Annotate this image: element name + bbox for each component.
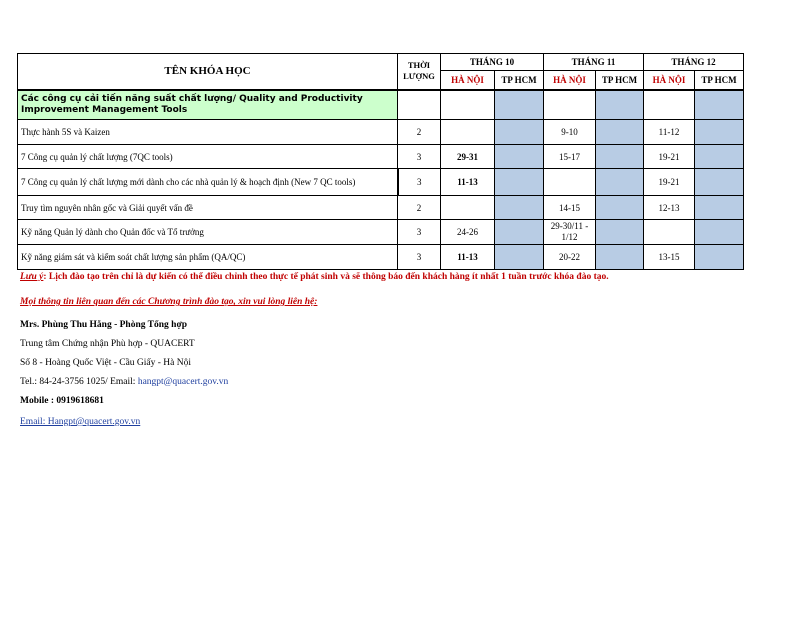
tel-email-link[interactable]: hangpt@quacert.gov.vn bbox=[137, 377, 229, 387]
hcm-cell bbox=[495, 245, 544, 270]
group-title: Các công cụ cải tiến năng suất chất lượng/ Quality and Productivity Improvement Management Tools bbox=[18, 90, 398, 120]
city-hcm-header: TP HCM bbox=[596, 71, 644, 90]
hcm-cell bbox=[596, 120, 644, 145]
hcm-cell bbox=[695, 169, 744, 196]
m10-hn-cell: 11-13 bbox=[441, 245, 495, 270]
m11-hn-cell: 20-22 bbox=[544, 245, 596, 270]
city-hn-header: HÀ NỘI bbox=[644, 71, 695, 90]
hcm-cell bbox=[695, 220, 744, 245]
month-header-12: THÁNG 12 bbox=[644, 54, 744, 71]
course-name-header: TÊN KHÓA HỌC bbox=[18, 54, 398, 90]
empty-cell bbox=[544, 90, 596, 120]
duration-header-line2: LƯỢNG bbox=[403, 71, 435, 82]
duration-cell: 2 bbox=[398, 196, 441, 220]
hcm-cell bbox=[495, 169, 544, 196]
m11-hn-cell: 14-15 bbox=[544, 196, 596, 220]
course-name: Truy tìm nguyên nhân gốc và Giải quyết vấn đề bbox=[18, 196, 398, 220]
city-hcm-header: TP HCM bbox=[695, 71, 744, 90]
contact-name: Mrs. Phùng Thu Hằng - Phòng Tổng hợp bbox=[20, 320, 187, 330]
empty-cell bbox=[644, 90, 695, 120]
m10-hn-cell bbox=[441, 120, 495, 145]
empty-cell bbox=[441, 90, 495, 120]
m12-hn-cell: 11-12 bbox=[644, 120, 695, 145]
hcm-cell bbox=[495, 90, 544, 120]
note-text: : Lịch đào tạo trên chỉ là dự kiến có thể điều chỉnh theo thực tế phát sinh và sẽ thông báo đến khách hàng ít nhất 1 tuần trước khóa đào tạo. bbox=[43, 272, 609, 282]
m11-hn-cell: 9-10 bbox=[544, 120, 596, 145]
m11-hn-cell: 29-30/11 - 1/12 bbox=[544, 220, 596, 245]
duration-cell: 3 bbox=[398, 145, 441, 169]
table-row bbox=[18, 196, 744, 220]
contact-mobile: Mobile : 0919618681 bbox=[20, 396, 104, 406]
month-header-11: THÁNG 11 bbox=[544, 54, 644, 71]
course-name: Thực hành 5S và Kaizen bbox=[18, 120, 398, 145]
hcm-cell bbox=[495, 120, 544, 145]
course-name: Kỹ năng Quản lý dành cho Quản đốc và Tổ trưởng bbox=[18, 220, 398, 245]
m11-hn-cell bbox=[544, 169, 596, 196]
course-name: 7 Công cụ quản lý chất lượng (7QC tools) bbox=[18, 145, 398, 169]
hcm-cell bbox=[695, 90, 744, 120]
course-name: 7 Công cụ quản lý chất lượng mới dành cho các nhà quản lý & hoạch định (New 7 QC tools) bbox=[18, 169, 398, 196]
table-row bbox=[18, 245, 744, 270]
duration-header-line1: THỜI bbox=[407, 60, 431, 71]
schedule-note bbox=[20, 272, 609, 282]
hcm-cell bbox=[596, 145, 644, 169]
m12-hn-cell: 12-13 bbox=[644, 196, 695, 220]
contact-tel bbox=[20, 377, 228, 387]
table-row bbox=[18, 169, 744, 196]
hcm-cell bbox=[596, 220, 644, 245]
table-row bbox=[18, 120, 744, 145]
m10-hn-cell bbox=[441, 196, 495, 220]
city-hcm-header: TP HCM bbox=[495, 71, 544, 90]
course-name: Kỹ năng giám sát và kiểm soát chất lượng sản phẩm (QA/QC) bbox=[18, 245, 398, 270]
duration-cell: 3 bbox=[398, 169, 441, 196]
duration-header bbox=[398, 54, 441, 90]
m10-hn-cell: 11-13 bbox=[441, 169, 495, 196]
duration-cell: 2 bbox=[398, 120, 441, 145]
hcm-cell bbox=[596, 245, 644, 270]
contact-organization: Trung tâm Chứng nhận Phù hợp - QUACERT bbox=[20, 339, 195, 349]
m10-hn-cell: 29-31 bbox=[441, 145, 495, 169]
hcm-cell bbox=[596, 169, 644, 196]
duration-cell: 3 bbox=[398, 220, 441, 245]
duration-cell: 3 bbox=[398, 245, 441, 270]
contact-heading: Mọi thông tin liên quan đến các Chương trình đào tạo, xin vui lòng liên hệ: bbox=[20, 297, 318, 307]
hcm-cell bbox=[695, 145, 744, 169]
training-schedule-table bbox=[17, 53, 744, 270]
city-hn-header: HÀ NỘI bbox=[441, 71, 495, 90]
hcm-cell bbox=[596, 90, 644, 120]
table-row bbox=[18, 220, 744, 245]
m12-hn-cell: 19-21 bbox=[644, 169, 695, 196]
hcm-cell bbox=[695, 245, 744, 270]
m12-hn-cell: 13-15 bbox=[644, 245, 695, 270]
hcm-cell bbox=[495, 145, 544, 169]
hcm-cell bbox=[495, 196, 544, 220]
hcm-cell bbox=[695, 120, 744, 145]
tel-text: Tel.: 84-24-3756 1025/ Email: bbox=[20, 377, 138, 387]
m12-hn-cell: 19-21 bbox=[644, 145, 695, 169]
city-hn-header: HÀ NỘI bbox=[544, 71, 596, 90]
contact-email-link[interactable]: Email: Hangpt@quacert.gov.vn bbox=[20, 417, 141, 427]
m12-hn-cell bbox=[644, 220, 695, 245]
contact-address: Số 8 - Hoàng Quốc Việt - Cầu Giấy - Hà Nội bbox=[20, 358, 192, 368]
hcm-cell bbox=[495, 220, 544, 245]
hcm-cell bbox=[596, 196, 644, 220]
table-row bbox=[18, 145, 744, 169]
m10-hn-cell: 24-26 bbox=[441, 220, 495, 245]
month-header-10: THÁNG 10 bbox=[441, 54, 544, 71]
empty-cell bbox=[398, 90, 441, 120]
note-label: Lưu ý bbox=[20, 272, 44, 282]
hcm-cell bbox=[695, 196, 744, 220]
m11-hn-cell: 15-17 bbox=[544, 145, 596, 169]
